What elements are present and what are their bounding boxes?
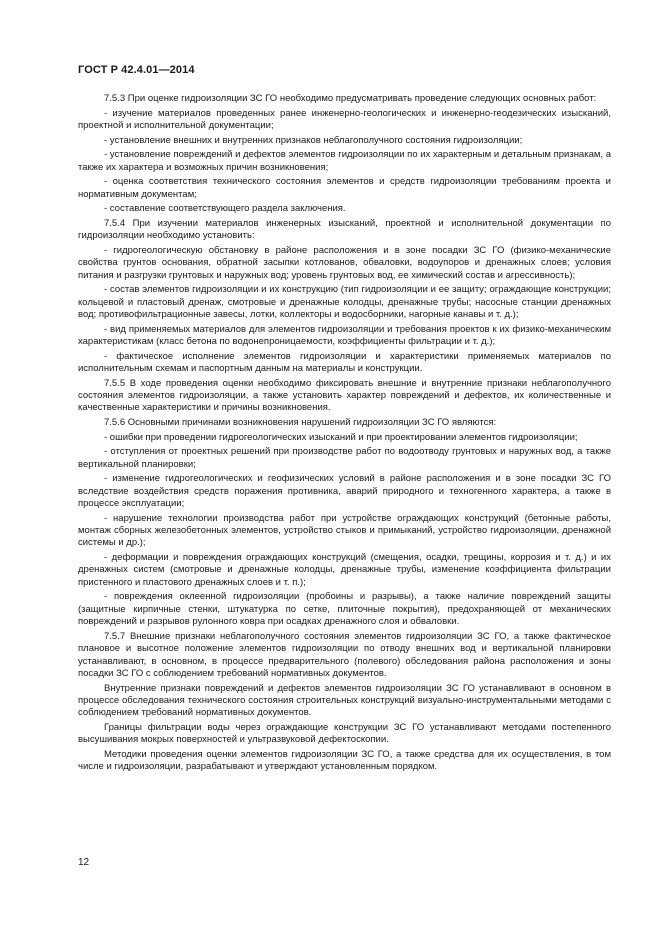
paragraph-7-5-3: 7.5.3 При оценке гидроизоляции ЗС ГО необходимо предусматривать проведение следующих основных работ: (104, 93, 597, 104)
list-item: - изучение материалов проведенных ранее инженерно-геологических и инженерно-геодезических изысканий, проектной и исполнительной документации; (78, 107, 611, 131)
paragraph-7-5-4: 7.5.4 При изучении материалов инженерных изысканий, проектной и исполнительной документации по гидроизоляции необходимо установить: (78, 217, 611, 242)
list-item: - ошибки при проведении гидрогеологических изысканий и при проектировании элементов гидроизоляции; (104, 431, 578, 443)
list-item: - составление соответствующего раздела заключения. (104, 203, 346, 215)
page-number: 12 (78, 857, 90, 868)
list-item: - деформации и повреждения ограждающих конструкций (смещения, осадки, трещины, коррозия и т. д.) и их дренажных систем (смотровые и дренажные колодцы, дренажные трубы, изменение коэффициента фильтрации пристенного и пластового дренажных слоев и т. п.); (78, 552, 611, 588)
paragraph: Границы фильтрации воды через ограждающие конструкции ЗС ГО устанавливают методами постепенного высушивания мокрых поверхностей и ультразвуковой дефектоскопии. (78, 722, 611, 746)
document-body (78, 93, 611, 776)
list-item: - установление повреждений и дефектов элементов гидроизоляции по их характерным и детальным признакам, а также их характера и возможных причин возникновения; (78, 149, 611, 173)
paragraph-7-5-6: 7.5.6 Основными причинами возникновения нарушений гидроизоляции ЗС ГО являются: (104, 417, 497, 428)
paragraph-7-5-5: 7.5.5 В ходе проведения оценки необходимо фиксировать внешние и внутренние признаки неблагополучного состояния элементов гидроизоляции, а также установить характер повреждений и дефектов, их количественные и качественные характеристики и причины возникновения. (78, 377, 611, 414)
list-item: - изменение гидрогеологических и геофизических условий в районе расположения и в зоне посадки ЗС ГО вследствие воздействия средств поражения противника, аварий природного и техногенного характера, а также в процессе эксплуатации; (78, 473, 611, 509)
paragraph: Внутренние признаки повреждений и дефектов элементов гидроизоляции ЗС ГО устанавливают в основном в процессе обследования технического состояния строительных конструкций визуально-инструментальными методами с соблюдением требований нормативных документов. (78, 682, 611, 719)
list-item: - гидрогеологическую обстановку в районе расположения и в зоне посадки ЗС ГО (физико-механические свойства грунтов основания, обратной засыпки котлованов, обваловки, водоупоров и дренажных слоев; условия питания и разгрузки грунтовых и наружных вод; уровень грунтовых вод, ее химический состав и агрессивность); (78, 244, 611, 281)
list-item: - отступления от проектных решений при производстве работ по водоотводу грунтовых и наружных вод, а также вертикальной планировки; (78, 446, 611, 470)
paragraph-7-5-7: 7.5.7 Внешние признаки неблагополучного состояния элементов гидроизоляции ЗС ГО, а также фактическое плановое и высотное положение элементов гидроизоляции по отводу внешних вод и вертикальной планировки устанавливают, в основном, в процессе предварительного (полевого) обследования района расположения и зоны посадки ЗС ГО с соблюдением требований нормативных документов. (78, 630, 611, 680)
list-item: - установление внешних и внутренних признаков неблагополучного состояния гидроизоляции; (104, 134, 523, 146)
list-item: - состав элементов гидроизоляции и их конструкцию (тип гидроизоляции и ее защиту; ограждающие конструкции; кольцевой и пластовый дренаж, смотровые и дренажные колодцы, дренажные трубы; насосные станции дренажных вод; противофильтрационные завесы, лотки, коллекторы и водосборники, нагорные канавы и т. д.); (78, 284, 611, 320)
document-header: ГОСТ Р 42.4.01—2014 (78, 64, 195, 76)
list-item: - фактическое исполнение элементов гидроизоляции и характеристики применяемых материалов по исполнительным схемам и паспортным данным на материалы и конструкции. (78, 350, 611, 374)
list-item: - вид применяемых материалов для элементов гидроизоляции и требования проектов к их физико-механическим характеристикам (класс бетона по водонепроницаемости, коэффициенты фильтрации и т. д.); (78, 323, 611, 347)
paragraph: Методики проведения оценки элементов гидроизоляции ЗС ГО, а также средства для их осуществления, в том числе и гидроизоляции, разрабатывают и утверждают установленным порядком. (78, 749, 611, 773)
list-item: - повреждения оклеенной гидроизоляции (пробоины и разрывы), а также наличие повреждений защиты (защитные кирпичные стенки, штукатурка по сетке, плиточные покрытия), предохраняющей от механических повреждений и разрывов рулонного ковра при осадках дренажного слоя и обваловки. (78, 591, 611, 628)
list-item: - оценка соответствия технического состояния элементов и средств гидроизоляции требованиям проекта и нормативным документам; (78, 176, 611, 200)
list-item: - нарушение технологии производства работ при устройстве ограждающих конструкций (бетонные работы, монтаж сборных железобетонных элементов, устройство стыков и примыканий, устройство гидроизоляции, дренажной системы и др.); (78, 512, 611, 549)
